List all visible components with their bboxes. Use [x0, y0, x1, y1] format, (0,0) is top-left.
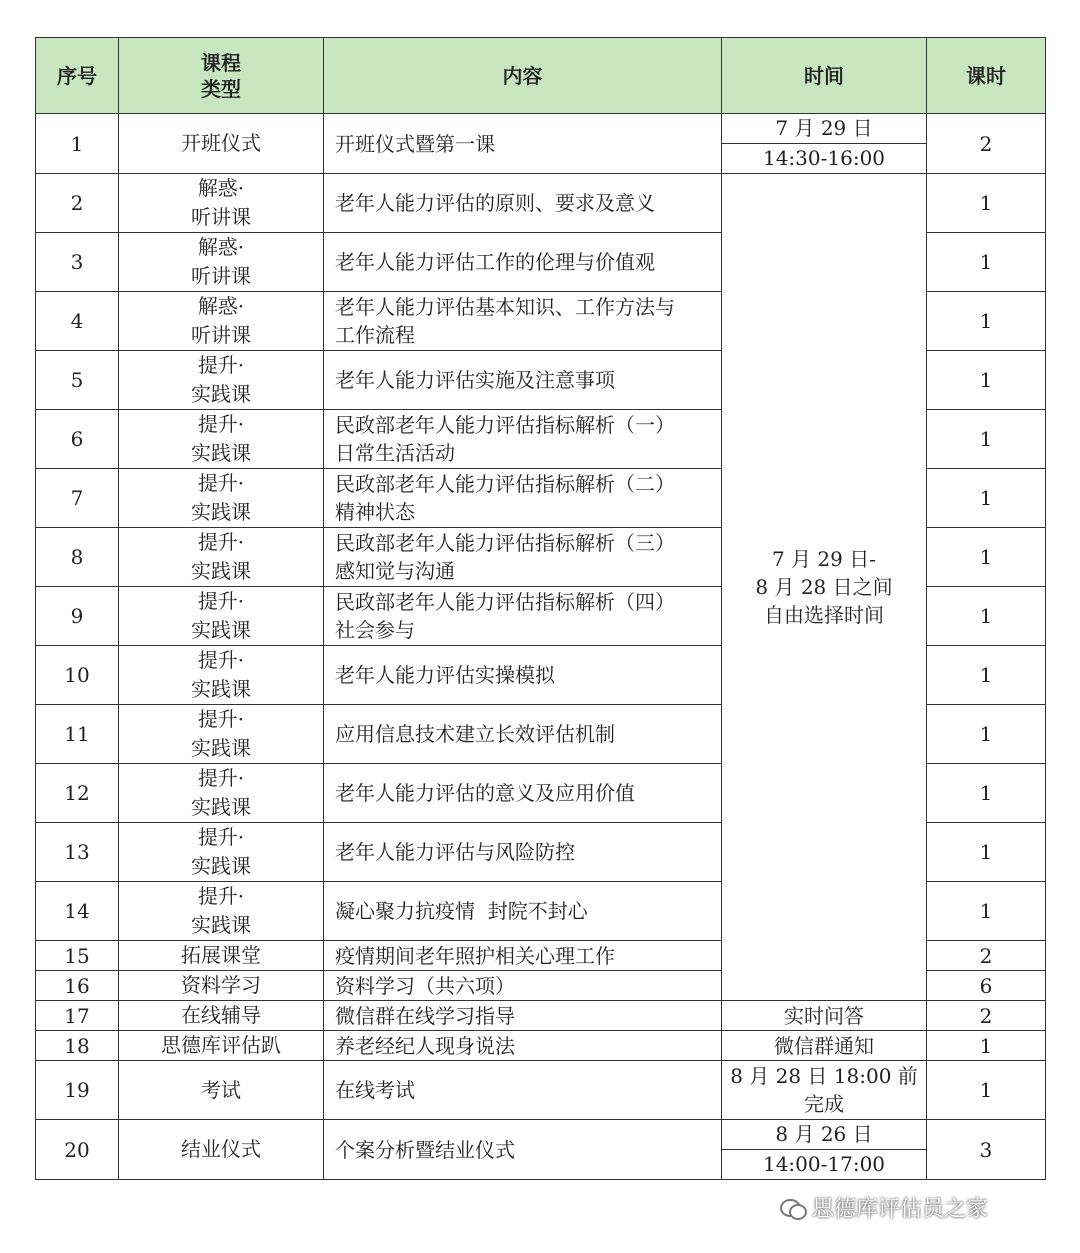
- course-content: 凝心聚力抗疫情 封院不封心: [324, 882, 722, 941]
- course-type: 提升· 实践课: [119, 587, 324, 646]
- course-content: 资料学习（共六项）: [324, 971, 722, 1001]
- course-time: 8 月 28 日 18:00 前 完成: [722, 1061, 927, 1120]
- row-number: 11: [36, 705, 119, 764]
- course-content: 养老经纪人现身说法: [324, 1031, 722, 1061]
- course-hours: 2: [927, 941, 1046, 971]
- header-no: 序号: [36, 38, 119, 114]
- course-hours: 1: [927, 1031, 1046, 1061]
- wechat-icon: [780, 1197, 806, 1219]
- row-number: 19: [36, 1061, 119, 1120]
- row-number: 13: [36, 823, 119, 882]
- row-number: 15: [36, 941, 119, 971]
- course-content: 微信群在线学习指导: [324, 1001, 722, 1031]
- course-content: 个案分析暨结业仪式: [324, 1120, 722, 1180]
- course-hours: 1: [927, 823, 1046, 882]
- row-number: 12: [36, 764, 119, 823]
- course-hours: 1: [927, 410, 1046, 469]
- course-schedule-table: [35, 37, 1046, 1180]
- row-number: 8: [36, 528, 119, 587]
- row-number: 2: [36, 174, 119, 233]
- row-number: 17: [36, 1001, 119, 1031]
- table-row: [36, 114, 1046, 174]
- course-type: 资料学习: [119, 971, 324, 1001]
- course-content: 老年人能力评估的原则、要求及意义: [324, 174, 722, 233]
- merged-time-line2: 8 月 28 日之间: [755, 575, 893, 599]
- course-hours: 1: [927, 1061, 1046, 1120]
- course-content: 老年人能力评估工作的伦理与价值观: [324, 233, 722, 292]
- course-hours: 1: [927, 351, 1046, 410]
- course-hours: 3: [927, 1120, 1046, 1180]
- time-range: 14:00-17:00: [722, 1149, 926, 1179]
- time-range: 14:30-16:00: [722, 143, 926, 173]
- header-row: [36, 38, 1046, 114]
- course-content: 民政部老年人能力评估指标解析（二） 精神状态: [324, 469, 722, 528]
- course-type: 拓展课堂: [119, 941, 324, 971]
- table-row: [36, 1120, 1046, 1180]
- course-content: 老年人能力评估基本知识、工作方法与 工作流程: [324, 292, 722, 351]
- header-time: 时间: [722, 38, 927, 114]
- watermark-text: 思德库评估员之家: [812, 1197, 989, 1222]
- time-date: 8 月 26 日: [775, 1122, 873, 1146]
- watermark: [780, 1192, 988, 1223]
- header-type-line2: 类型: [201, 76, 241, 101]
- course-type: 解惑· 听讲课: [119, 292, 324, 351]
- course-hours: 1: [927, 528, 1046, 587]
- course-hours: 6: [927, 971, 1046, 1001]
- table-row: [36, 174, 1046, 233]
- course-type: 开班仪式: [119, 114, 324, 174]
- course-content: 老年人能力评估实施及注意事项: [324, 351, 722, 410]
- row-number: 14: [36, 882, 119, 941]
- course-content: 开班仪式暨第一课: [324, 114, 722, 174]
- course-content: 民政部老年人能力评估指标解析（一） 日常生活活动: [324, 410, 722, 469]
- row-number: 6: [36, 410, 119, 469]
- course-content: 应用信息技术建立长效评估机制: [324, 705, 722, 764]
- course-content: 老年人能力评估的意义及应用价值: [324, 764, 722, 823]
- course-content: 民政部老年人能力评估指标解析（三） 感知觉与沟通: [324, 528, 722, 587]
- merged-time-cell: [722, 174, 927, 1001]
- course-type: 提升· 实践课: [119, 823, 324, 882]
- course-type: 提升· 实践课: [119, 351, 324, 410]
- table-row: [36, 1031, 1046, 1061]
- row-number: 3: [36, 233, 119, 292]
- row-number: 5: [36, 351, 119, 410]
- course-time: [722, 114, 927, 174]
- course-content: 疫情期间老年照护相关心理工作: [324, 941, 722, 971]
- table-row: [36, 1061, 1046, 1120]
- course-hours: 2: [927, 114, 1046, 174]
- course-type: 提升· 实践课: [119, 764, 324, 823]
- header-hours: 课时: [927, 38, 1046, 114]
- course-hours: 1: [927, 292, 1046, 351]
- course-content: 在线考试: [324, 1061, 722, 1120]
- course-hours: 1: [927, 587, 1046, 646]
- row-number: 9: [36, 587, 119, 646]
- course-hours: 1: [927, 882, 1046, 941]
- course-content: 民政部老年人能力评估指标解析（四） 社会参与: [324, 587, 722, 646]
- row-number: 18: [36, 1031, 119, 1061]
- row-number: 4: [36, 292, 119, 351]
- course-type: 解惑· 听讲课: [119, 233, 324, 292]
- course-type: 考试: [119, 1061, 324, 1120]
- header-type-line1: 课程: [201, 50, 241, 75]
- course-hours: 1: [927, 233, 1046, 292]
- course-hours: 1: [927, 705, 1046, 764]
- course-type: 提升· 实践课: [119, 528, 324, 587]
- course-hours: 1: [927, 764, 1046, 823]
- course-time: 实时问答: [722, 1001, 927, 1031]
- course-content: 老年人能力评估实操模拟: [324, 646, 722, 705]
- course-hours: 1: [927, 174, 1046, 233]
- header-type: [119, 38, 324, 114]
- course-hours: 2: [927, 1001, 1046, 1031]
- course-type: 思德库评估趴: [119, 1031, 324, 1061]
- row-number: 10: [36, 646, 119, 705]
- row-number: 20: [36, 1120, 119, 1180]
- course-time: [722, 1120, 927, 1180]
- course-hours: 1: [927, 646, 1046, 705]
- course-type: 提升· 实践课: [119, 882, 324, 941]
- header-content: 内容: [324, 38, 722, 114]
- course-hours: 1: [927, 469, 1046, 528]
- merged-time-line3: 自由选择时间: [764, 603, 884, 627]
- course-type: 提升· 实践课: [119, 646, 324, 705]
- row-number: 1: [36, 114, 119, 174]
- course-type: 在线辅导: [119, 1001, 324, 1031]
- course-type: 结业仪式: [119, 1120, 324, 1180]
- table-row: [36, 1001, 1046, 1031]
- course-type: 提升· 实践课: [119, 705, 324, 764]
- course-content: 老年人能力评估与风险防控: [324, 823, 722, 882]
- time-date: 7 月 29 日: [775, 116, 873, 140]
- row-number: 7: [36, 469, 119, 528]
- merged-time-line1: 7 月 29 日-: [771, 547, 876, 571]
- course-type: 提升· 实践课: [119, 469, 324, 528]
- row-number: 16: [36, 971, 119, 1001]
- course-type: 解惑· 听讲课: [119, 174, 324, 233]
- course-type: 提升· 实践课: [119, 410, 324, 469]
- course-time: 微信群通知: [722, 1031, 927, 1061]
